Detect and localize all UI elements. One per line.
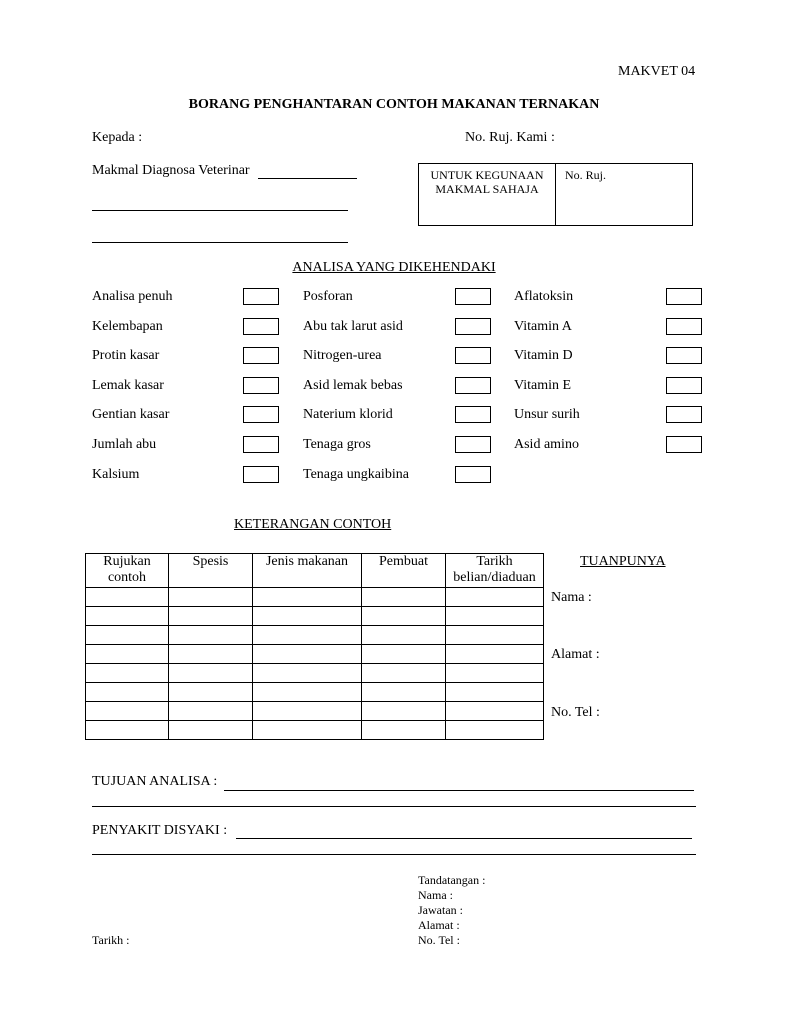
- table-cell[interactable]: [86, 588, 169, 607]
- table-cell[interactable]: [362, 588, 446, 607]
- analysis-label: Kelembapan: [92, 319, 163, 334]
- analysis-checkbox[interactable]: [455, 436, 491, 453]
- analysis-checkbox[interactable]: [455, 347, 491, 364]
- analysis-checkbox[interactable]: [455, 318, 491, 335]
- disease-line-1[interactable]: [236, 838, 692, 839]
- table-cell[interactable]: [362, 645, 446, 664]
- analysis-label: Kalsium: [92, 467, 140, 482]
- analysis-checkbox[interactable]: [666, 318, 702, 335]
- analysis-checkbox[interactable]: [243, 436, 279, 453]
- table-cell[interactable]: [86, 721, 169, 740]
- table-cell[interactable]: [446, 588, 544, 607]
- signature-name-label: Nama :: [418, 888, 453, 902]
- signature-label: Tandatangan :: [418, 873, 486, 887]
- lab-ref-label: No. Ruj.: [565, 168, 607, 182]
- analysis-checkbox[interactable]: [243, 377, 279, 394]
- table-cell[interactable]: [86, 607, 169, 626]
- analysis-checkbox[interactable]: [243, 466, 279, 483]
- analysis-checkbox[interactable]: [243, 288, 279, 305]
- analysis-checkbox[interactable]: [666, 406, 702, 423]
- table-cell[interactable]: [169, 721, 253, 740]
- purpose-line-2[interactable]: [92, 806, 696, 807]
- table-cell[interactable]: [86, 645, 169, 664]
- table-cell[interactable]: [446, 626, 544, 645]
- date-label: Tarikh :: [92, 933, 130, 947]
- analysis-label: Gentian kasar: [92, 407, 170, 422]
- analysis-label: Asid amino: [514, 437, 579, 452]
- signature-position-label: Jawatan :: [418, 903, 463, 917]
- owner-name-label: Nama :: [551, 590, 592, 605]
- disease-line-2[interactable]: [92, 854, 696, 855]
- analysis-label: Tenaga ungkaibina: [303, 467, 409, 482]
- analysis-checkbox[interactable]: [666, 436, 702, 453]
- table-cell[interactable]: [169, 626, 253, 645]
- analysis-label: Vitamin E: [514, 378, 572, 393]
- table-cell[interactable]: [169, 588, 253, 607]
- lab-name: Makmal Diagnosa Veterinar: [92, 163, 250, 178]
- table-cell[interactable]: [253, 702, 362, 721]
- table-cell[interactable]: [446, 607, 544, 626]
- address-line-2[interactable]: [92, 242, 348, 243]
- owner-address-label: Alamat :: [551, 647, 600, 662]
- lab-use-note: UNTUK KEGUNAAN MAKMAL SAHAJA: [430, 168, 544, 196]
- table-cell[interactable]: [362, 664, 446, 683]
- disease-label: PENYAKIT DISYAKI :: [92, 823, 228, 838]
- form-code: MAKVET 04: [618, 64, 696, 79]
- table-cell[interactable]: [253, 588, 362, 607]
- column-header: Tarikh belian/diaduan: [446, 554, 544, 588]
- table-cell[interactable]: [253, 683, 362, 702]
- table-row: [86, 683, 544, 702]
- table-cell[interactable]: [446, 721, 544, 740]
- table-row: [86, 626, 544, 645]
- table-cell[interactable]: [446, 664, 544, 683]
- table-cell[interactable]: [169, 664, 253, 683]
- table-cell[interactable]: [446, 645, 544, 664]
- lab-box-divider: [555, 164, 556, 225]
- analysis-checkbox[interactable]: [243, 406, 279, 423]
- analysis-checkbox[interactable]: [455, 288, 491, 305]
- analysis-label: Analisa penuh: [92, 289, 173, 304]
- lab-use-box: [418, 163, 693, 226]
- analysis-checkbox[interactable]: [666, 288, 702, 305]
- table-cell[interactable]: [86, 626, 169, 645]
- purpose-line-1[interactable]: [224, 790, 694, 791]
- column-header: Jenis makanan: [253, 554, 362, 588]
- analysis-checkbox[interactable]: [243, 347, 279, 364]
- table-cell[interactable]: [253, 645, 362, 664]
- analysis-checkbox[interactable]: [243, 318, 279, 335]
- table-cell[interactable]: [253, 721, 362, 740]
- table-cell[interactable]: [86, 683, 169, 702]
- table-cell[interactable]: [253, 626, 362, 645]
- table-row: [86, 721, 544, 740]
- table-cell[interactable]: [362, 702, 446, 721]
- analysis-checkbox[interactable]: [455, 406, 491, 423]
- table-cell[interactable]: [446, 702, 544, 721]
- owner-heading: TUANPUNYA: [580, 554, 666, 569]
- table-cell[interactable]: [362, 721, 446, 740]
- table-row: [86, 664, 544, 683]
- analysis-label: Jumlah abu: [92, 437, 157, 452]
- analysis-checkbox[interactable]: [455, 466, 491, 483]
- owner-phone-label: No. Tel :: [551, 705, 600, 720]
- table-cell[interactable]: [253, 664, 362, 683]
- analysis-label: Lemak kasar: [92, 378, 164, 393]
- table-cell[interactable]: [362, 626, 446, 645]
- table-cell[interactable]: [86, 664, 169, 683]
- table-cell[interactable]: [253, 607, 362, 626]
- analysis-label: Tenaga gros: [303, 437, 371, 452]
- signature-phone-label: No. Tel :: [418, 933, 460, 947]
- analysis-label: Protin kasar: [92, 348, 160, 363]
- lab-branch-line[interactable]: [258, 178, 357, 179]
- form-title: BORANG PENGHANTARAN CONTOH MAKANAN TERNAKAN: [188, 97, 600, 112]
- address-line-1[interactable]: [92, 210, 348, 211]
- analysis-heading: ANALISA YANG DIKEHENDAKI: [292, 260, 496, 275]
- analysis-checkbox[interactable]: [666, 377, 702, 394]
- table-cell[interactable]: [169, 607, 253, 626]
- column-header: Pembuat: [362, 554, 446, 588]
- sample-table: [85, 553, 544, 740]
- signature-address-label: Alamat :: [418, 918, 460, 932]
- analysis-checkbox[interactable]: [455, 377, 491, 394]
- table-cell[interactable]: [362, 607, 446, 626]
- table-cell[interactable]: [169, 645, 253, 664]
- analysis-label: Abu tak larut asid: [303, 319, 403, 334]
- table-cell[interactable]: [86, 702, 169, 721]
- analysis-label: Asid lemak bebas: [303, 378, 403, 393]
- column-header: Spesis: [169, 554, 253, 588]
- analysis-label: Aflatoksin: [514, 289, 574, 304]
- analysis-label: Vitamin D: [514, 348, 573, 363]
- analysis-label: Vitamin A: [514, 319, 572, 334]
- table-row: [86, 702, 544, 721]
- to-label: Kepada :: [92, 130, 143, 145]
- analysis-label: Unsur surih: [514, 407, 580, 422]
- sample-heading: KETERANGAN CONTOH: [234, 517, 392, 532]
- table-row: [86, 645, 544, 664]
- analysis-label: Nitrogen-urea: [303, 348, 382, 363]
- table-cell[interactable]: [446, 683, 544, 702]
- table-cell[interactable]: [169, 702, 253, 721]
- purpose-label: TUJUAN ANALISA :: [92, 774, 218, 789]
- table-row: [86, 588, 544, 607]
- table-row: [86, 607, 544, 626]
- table-cell[interactable]: [169, 683, 253, 702]
- our-ref-label: No. Ruj. Kami :: [465, 130, 555, 145]
- analysis-checkbox[interactable]: [666, 347, 702, 364]
- column-header: Rujukan contoh: [86, 554, 169, 588]
- table-cell[interactable]: [362, 683, 446, 702]
- analysis-label: Naterium klorid: [303, 407, 393, 422]
- analysis-label: Posforan: [303, 289, 353, 304]
